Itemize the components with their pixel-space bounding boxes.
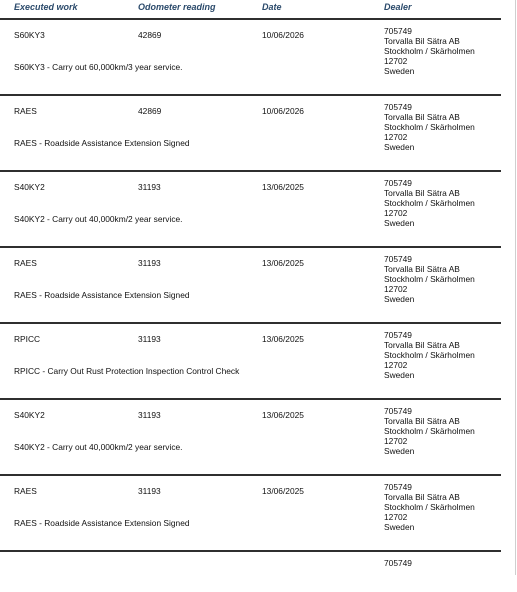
- service-date: 13/06/2025: [262, 410, 304, 420]
- service-record: [0, 400, 501, 476]
- work-code: S60KY3: [14, 30, 45, 40]
- dealer-country: Sweden: [384, 294, 415, 304]
- dealer-city: Stockholm / Skärholmen: [384, 502, 475, 512]
- work-description: RAES - Roadside Assistance Extension Signed: [14, 138, 190, 148]
- work-description: S60KY3 - Carry out 60,000km/3 year service.: [14, 62, 183, 72]
- dealer-city: Stockholm / Skärholmen: [384, 122, 475, 132]
- dealer-info: [384, 482, 475, 532]
- dealer-country: Sweden: [384, 66, 415, 76]
- odometer-value: 31193: [138, 410, 161, 420]
- work-code: RAES: [14, 258, 37, 268]
- dealer-postcode: 12702: [384, 512, 408, 522]
- work-description: S40KY2 - Carry out 40,000km/2 year service.: [14, 442, 183, 452]
- dealer-info: [384, 558, 412, 568]
- service-record: [0, 476, 501, 552]
- dealer-city: Stockholm / Skärholmen: [384, 350, 475, 360]
- service-date: 13/06/2025: [262, 258, 304, 268]
- work-code: RAES: [14, 486, 37, 496]
- dealer-id: 705749: [384, 102, 412, 112]
- dealer-info: [384, 26, 475, 76]
- work-code: S40KY2: [14, 410, 45, 420]
- dealer-name: Torvalla Bil Sätra AB: [384, 492, 460, 502]
- dealer-name: Torvalla Bil Sätra AB: [384, 112, 460, 122]
- work-description: RPICC - Carry Out Rust Protection Inspection Control Check: [14, 366, 240, 376]
- dealer-info: [384, 406, 475, 456]
- work-description: RAES - Roadside Assistance Extension Signed: [14, 518, 190, 528]
- dealer-postcode: 12702: [384, 132, 408, 142]
- dealer-info: [384, 330, 475, 380]
- odometer-value: 31193: [138, 486, 161, 496]
- service-record: [0, 324, 501, 400]
- dealer-postcode: 12702: [384, 436, 408, 446]
- dealer-info: [384, 254, 475, 304]
- service-record: [0, 172, 501, 248]
- dealer-id: 705749: [384, 558, 412, 568]
- service-date: 13/06/2025: [262, 486, 304, 496]
- dealer-postcode: 12702: [384, 208, 408, 218]
- dealer-country: Sweden: [384, 370, 415, 380]
- table-header: [0, 0, 501, 20]
- work-code: S40KY2: [14, 182, 45, 192]
- service-date: 13/06/2025: [262, 334, 304, 344]
- work-description: RAES - Roadside Assistance Extension Signed: [14, 290, 190, 300]
- odometer-value: 31193: [138, 182, 161, 192]
- dealer-city: Stockholm / Skärholmen: [384, 198, 475, 208]
- header-odometer-reading: Odometer reading: [138, 2, 216, 12]
- work-description: S40KY2 - Carry out 40,000km/2 year service.: [14, 214, 183, 224]
- dealer-name: Torvalla Bil Sätra AB: [384, 416, 460, 426]
- odometer-value: 42869: [138, 30, 162, 40]
- dealer-info: [384, 178, 475, 228]
- dealer-id: 705749: [384, 254, 412, 264]
- dealer-id: 705749: [384, 178, 412, 188]
- work-code: RAES: [14, 106, 37, 116]
- service-record-partial: [0, 552, 501, 592]
- dealer-name: Torvalla Bil Sätra AB: [384, 188, 460, 198]
- dealer-name: Torvalla Bil Sätra AB: [384, 264, 460, 274]
- dealer-name: Torvalla Bil Sätra AB: [384, 36, 460, 46]
- dealer-country: Sweden: [384, 522, 415, 532]
- odometer-value: 42869: [138, 106, 162, 116]
- odometer-value: 31193: [138, 258, 161, 268]
- service-date: 10/06/2026: [262, 30, 304, 40]
- header-executed-work: Executed work: [14, 2, 78, 12]
- dealer-postcode: 12702: [384, 360, 408, 370]
- dealer-city: Stockholm / Skärholmen: [384, 426, 475, 436]
- header-date: Date: [262, 2, 282, 12]
- dealer-city: Stockholm / Skärholmen: [384, 274, 475, 284]
- dealer-postcode: 12702: [384, 284, 408, 294]
- dealer-country: Sweden: [384, 218, 415, 228]
- service-records: [0, 20, 501, 592]
- dealer-postcode: 12702: [384, 56, 408, 66]
- service-date: 10/06/2026: [262, 106, 304, 116]
- service-record: [0, 248, 501, 324]
- dealer-name: Torvalla Bil Sätra AB: [384, 340, 460, 350]
- dealer-id: 705749: [384, 26, 412, 36]
- odometer-value: 31193: [138, 334, 161, 344]
- service-record: [0, 96, 501, 172]
- service-record: [0, 20, 501, 96]
- dealer-city: Stockholm / Skärholmen: [384, 46, 475, 56]
- dealer-id: 705749: [384, 330, 412, 340]
- dealer-id: 705749: [384, 482, 412, 492]
- service-date: 13/06/2025: [262, 182, 304, 192]
- dealer-country: Sweden: [384, 446, 415, 456]
- dealer-info: [384, 102, 475, 152]
- dealer-id: 705749: [384, 406, 412, 416]
- dealer-country: Sweden: [384, 142, 415, 152]
- work-code: RPICC: [14, 334, 41, 344]
- header-dealer: Dealer: [384, 2, 412, 12]
